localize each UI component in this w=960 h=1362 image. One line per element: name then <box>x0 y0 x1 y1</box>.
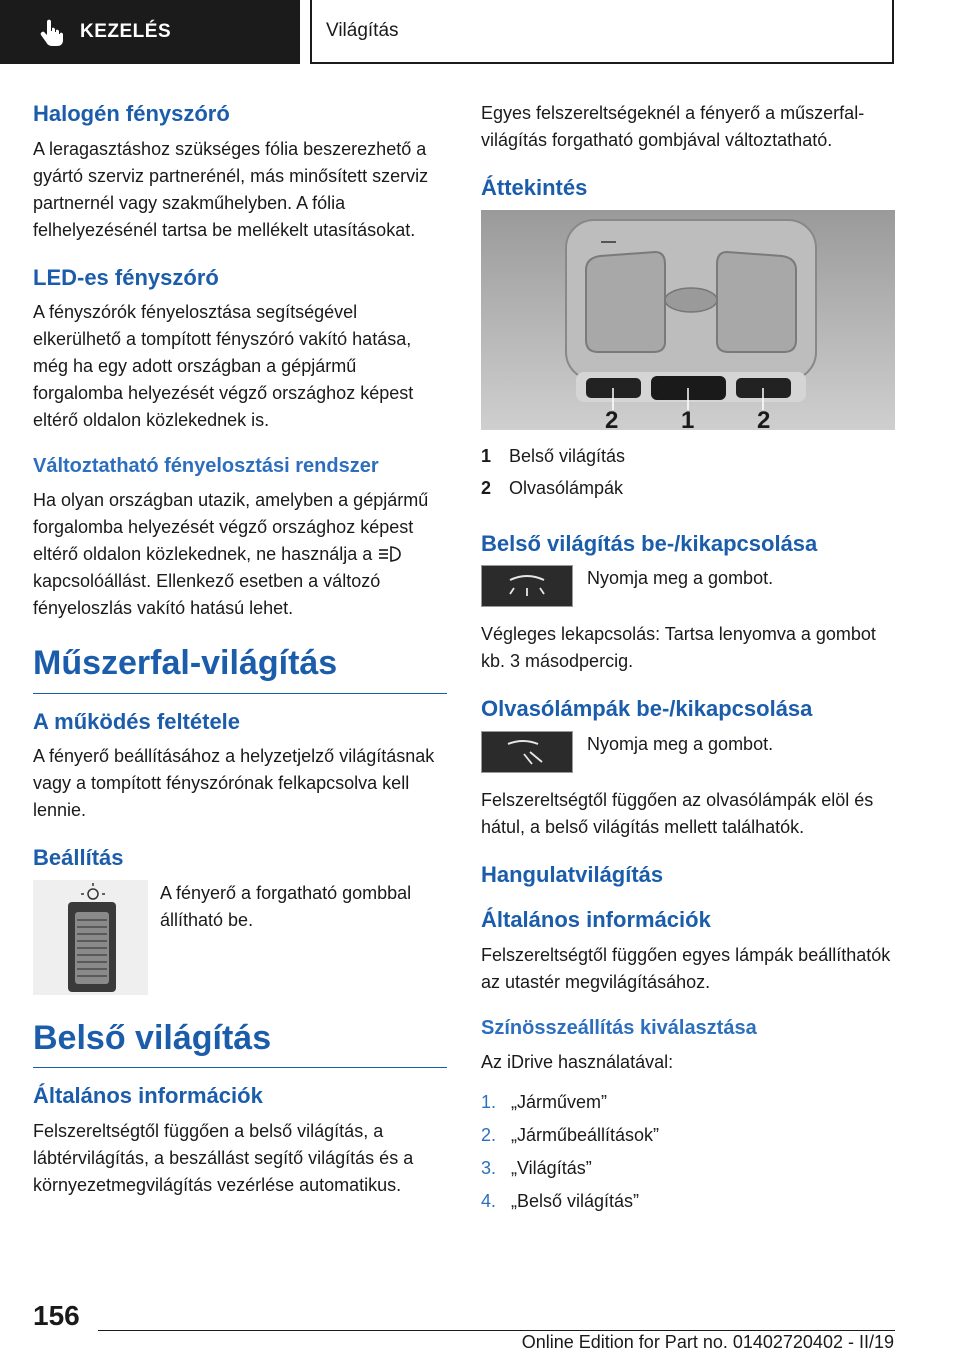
list-item <box>481 1152 895 1185</box>
setting-heading: Beállítás <box>33 845 124 870</box>
setting-text: A fényerő a forgatható gombbal állítható be. <box>160 882 412 930</box>
reading-light-button-image <box>481 731 573 773</box>
list-item <box>481 1086 895 1119</box>
variable-heading: Változtatható fényelosztási rendszer <box>33 455 379 477</box>
overhead-console-illustration <box>481 210 895 430</box>
section-tab <box>0 0 300 64</box>
interior-light-icon <box>482 566 572 606</box>
overview-heading: Áttekintés <box>481 175 588 200</box>
color-heading: Színösszeállítás kiválasztása <box>481 1016 757 1039</box>
headlight-switch-icon <box>377 545 403 563</box>
step-label: „Világítás” <box>511 1157 592 1178</box>
list-item <box>481 1185 895 1218</box>
led-text: A fényszórók fényelosztása segítségével elkerülhető a tompított fényszóró vakító hatása, még ha egy adott országban a gépjármű forgalomba helyezését végző országhoz képest eltérő oldalon közlekednek is. <box>33 302 414 430</box>
interior-heading: Belső világítás <box>33 1017 447 1069</box>
edition-text: Online Edition for Part no. 01402720402 - II/19 <box>521 1332 894 1352</box>
variable-text <box>33 487 447 622</box>
legend-number: 1 <box>481 445 492 466</box>
step-index: 4. <box>481 1190 497 1211</box>
overhead-console-image <box>481 210 895 430</box>
steps-list <box>481 1086 895 1218</box>
legend-number: 2 <box>481 477 492 498</box>
figure-label-left: 2 <box>605 406 619 430</box>
reading-light-icon <box>482 732 572 772</box>
figure-label-center: 1 <box>681 406 695 430</box>
interior-toggle-text: Végleges lekapcsolás: Tartsa lenyomva a gombot kb. 3 másodpercig. <box>481 624 876 671</box>
led-heading: LED-es fényszóró <box>33 264 219 290</box>
color-text: Az iDrive használatával: <box>481 1051 674 1072</box>
halogen-heading: Halogén fényszóró <box>33 101 230 126</box>
step-label: „Járművem” <box>511 1091 608 1112</box>
right-column <box>481 100 895 1218</box>
intro-text: Egyes felszereltségeknél a fényerő a műszerfal-világítás forgatható gombjával változtatható. <box>481 103 865 150</box>
interior-toggle-heading: Belső világítás be-/kikapcsolása <box>481 530 818 556</box>
ambient-general-heading: Általános információk <box>481 907 711 932</box>
list-item <box>481 1119 895 1152</box>
step-index: 2. <box>481 1124 497 1145</box>
step-index: 3. <box>481 1157 497 1178</box>
footer-divider <box>98 1330 895 1331</box>
left-column <box>33 100 447 1219</box>
halogen-text: A leragasztáshoz szükséges fólia beszerezhető a gyártó szerviz partnerénél, más minősített szerviz partnernél vagy szakműhelyben. A fólia felhelyezésénél tartsa be mellékelt utasításokat. <box>33 138 429 240</box>
interior-general-text: Felszereltségtől függően a belső világítás, a lábtérvilágítás, a beszállást segítő világítás és a környezetmegvilágítás vezérlése automatikus. <box>33 1120 414 1195</box>
dashboard-heading: Műszerfal-világítás <box>33 642 447 694</box>
interior-toggle-instruction: Nyomja meg a gombot. <box>587 568 774 588</box>
condition-heading: A működés feltétele <box>33 708 241 734</box>
ambient-heading: Hangulatvilágítás <box>481 861 664 887</box>
reading-toggle-text: Felszereltségtől függően az olvasólámpák elöl és hátul, a belső világítás mellett találhatók. <box>481 789 874 837</box>
brightness-wheel-image <box>33 880 148 995</box>
interior-light-button-image <box>481 565 573 607</box>
variable-text-after: kapcsolóállást. Ellenkező esetben a változó fényeloszlás vakító hatású lehet. <box>33 571 381 618</box>
thumbwheel-icon <box>33 880 148 995</box>
reading-toggle-row <box>481 731 895 773</box>
step-label: „Járműbeállítások” <box>511 1124 660 1145</box>
legend-label: Belső világítás <box>509 445 626 466</box>
ambient-general-text: Felszereltségtől függően egyes lámpák beállíthatók az utastér megvilágításához. <box>481 944 891 992</box>
step-label: „Belső világítás” <box>511 1190 640 1211</box>
legend-item <box>481 440 895 472</box>
reading-toggle-heading: Olvasólámpák be-/kikapcsolása <box>481 696 813 721</box>
legend-item <box>481 472 895 504</box>
reading-toggle-instruction: Nyomja meg a gombot. <box>587 733 774 754</box>
section-label: KEZELÉS <box>80 21 172 42</box>
condition-text: A fényerő beállításához a helyzetjelző világításnak vagy a tompított fényszórónak felkapcsolva kell lennie. <box>33 746 435 820</box>
figure-label-right: 2 <box>757 406 771 430</box>
hand-icon <box>40 18 66 46</box>
chapter-title: Világítás <box>310 0 894 64</box>
interior-toggle-row <box>481 565 895 607</box>
setting-row <box>33 880 447 995</box>
variable-text-before: Ha olyan országban utazik, amelyben a gépjármű forgalomba helyezését végző országhoz képest eltérő oldalon közlekednek, ne használja a <box>33 490 429 564</box>
step-index: 1. <box>481 1091 497 1112</box>
interior-general-heading: Általános információk <box>33 1083 263 1108</box>
page-number: 156 <box>33 1300 80 1331</box>
legend-label: Olvasólámpák <box>509 477 624 498</box>
